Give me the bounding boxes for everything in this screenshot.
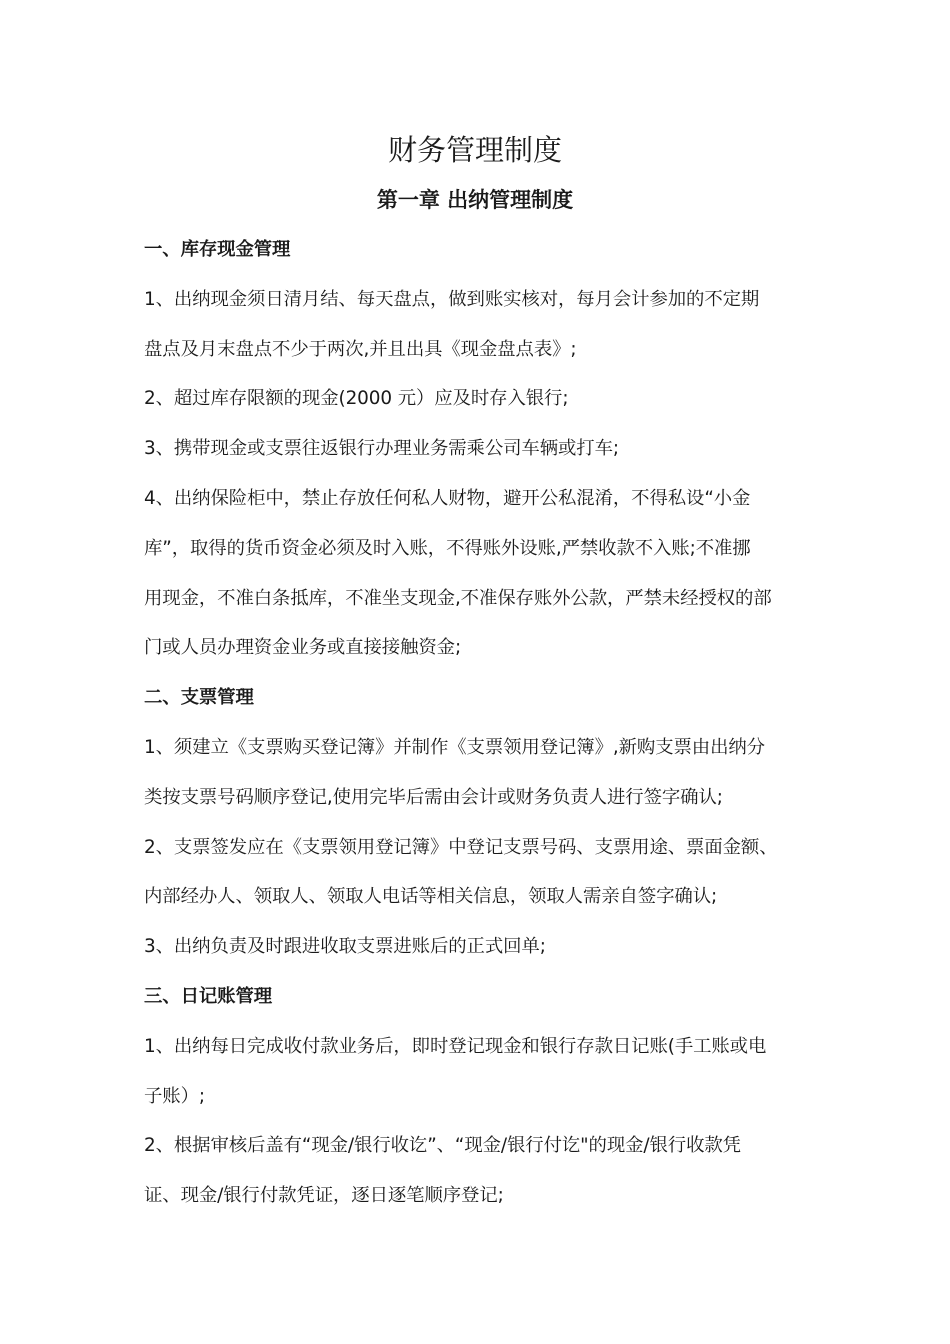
paragraph-line: 库”，取得的货币资金必须及时入账，不得账外设账,严禁收款不入账;不准挪 bbox=[144, 537, 751, 559]
paragraph-line: 2、根据审核后盖有“现金/银行收讫”、“现金/银行付讫"的现金/银行收款凭 bbox=[144, 1135, 741, 1157]
paragraph-line: 2、超过库存限额的现金(2000 元）应及时存入银行; bbox=[144, 388, 569, 410]
chapter-title: 第一章 出纳管理制度 bbox=[376, 188, 574, 212]
document-title: 财务管理制度 bbox=[387, 133, 562, 167]
document-body bbox=[144, 231, 806, 1227]
paragraph-line: 盘点及月末盘点不少于两次,并且出具《现金盘点表》; bbox=[144, 338, 577, 360]
paragraph-line: 门或人员办理资金业务或直接接触资金; bbox=[144, 637, 462, 659]
paragraph-line: 用现金，不准白条抵库，不准坐支现金,不准保存账外公款，严禁未经授权的部 bbox=[144, 587, 772, 609]
paragraph-line: 4、出纳保险柜中，禁止存放任何私人财物，避开公私混淆，不得私设“小金 bbox=[144, 487, 751, 509]
paragraph-line: 1、出纳每日完成收付款业务后，即时登记现金和银行存款日记账(手工账或电 bbox=[144, 1035, 767, 1057]
paragraph-line: 类按支票号码顺序登记,使用完毕后需由会计或财务负责人进行签字确认; bbox=[144, 786, 723, 808]
paragraph-line: 证、现金/银行付款凭证，逐日逐笔顺序登记; bbox=[144, 1185, 504, 1207]
section-heading: 三、日记账管理 bbox=[144, 985, 273, 1007]
paragraph-line: 3、携带现金或支票往返银行办理业务需乘公司车辆或打车; bbox=[144, 438, 619, 460]
paragraph-line: 2、支票签发应在《支票领用登记簿》中登记支票号码、支票用途、票面金额、 bbox=[144, 836, 778, 858]
paragraph-line: 3、出纳负责及时跟进收取支票进账后的正式回单; bbox=[144, 936, 546, 958]
paragraph-line: 内部经办人、领取人、领取人电话等相关信息，领取人需亲自签字确认; bbox=[144, 886, 718, 908]
paragraph-line: 1、须建立《支票购买登记簿》并制作《支票领用登记簿》,新购支票由出纳分 bbox=[144, 736, 765, 758]
section-heading: 二、支票管理 bbox=[144, 687, 254, 709]
paragraph-line: 1、出纳现金须日清月结、每天盘点，做到账实核对，每月会计参加的不定期 bbox=[144, 288, 760, 310]
paragraph-line: 子账）; bbox=[144, 1085, 205, 1107]
section-heading: 一、库存现金管理 bbox=[144, 239, 291, 260]
